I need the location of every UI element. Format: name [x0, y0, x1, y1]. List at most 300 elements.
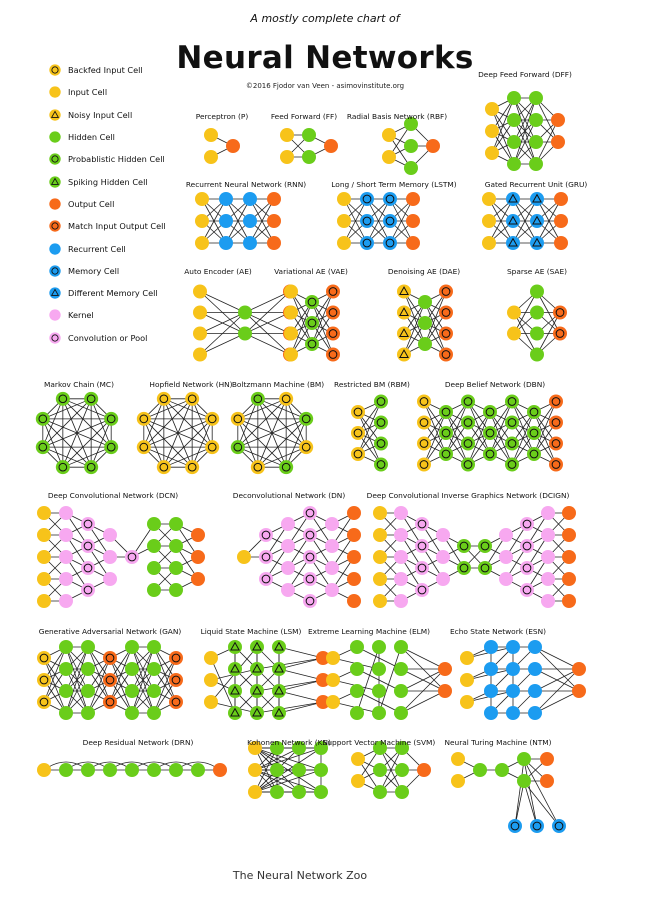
cell-PH: [36, 412, 50, 426]
cell-O: [438, 662, 452, 676]
network-label-rnn: Recurrent Neural Network (RNN): [185, 180, 307, 189]
cell-K: [436, 550, 450, 564]
cell-O: [562, 594, 576, 608]
cell-H: [147, 539, 161, 553]
cell-H: [125, 706, 139, 720]
legend-label: Different Memory Cell: [68, 288, 158, 299]
cell-I: [248, 763, 262, 777]
cell-H: [394, 706, 408, 720]
cell-MO: [553, 327, 567, 341]
cell-O: [554, 236, 568, 250]
cell-PH: [483, 405, 497, 419]
cell-H: [238, 327, 252, 341]
cell-O: [267, 236, 281, 250]
legend-label: Convolution or Pool: [68, 332, 148, 343]
cell-I: [195, 236, 209, 250]
cell-K: [499, 528, 513, 542]
cell-K: [394, 528, 408, 542]
cell-DM: [530, 214, 544, 228]
cell-PH: [439, 447, 453, 461]
cell-BI: [417, 395, 431, 409]
legend-label: Recurrent Cell: [68, 243, 126, 254]
network-label-mc: Markov Chain (MC): [44, 380, 114, 389]
cell-H: [270, 785, 284, 799]
cell-H: [125, 640, 139, 654]
cell-O: [347, 594, 361, 608]
cell-H: [372, 662, 386, 676]
network-label-dn: Deconvolutional Network (DN): [232, 491, 346, 500]
cell-PH: [305, 316, 319, 330]
cell-CP: [303, 550, 317, 564]
cell-MO: [439, 306, 453, 320]
cell-H: [394, 684, 408, 698]
cell-I: [37, 763, 51, 777]
cell-H: [530, 285, 544, 299]
cell-H: [394, 640, 408, 654]
cell-I: [195, 192, 209, 206]
cell-H: [270, 763, 284, 777]
network-label-hn: Hopfield Network (HN): [149, 380, 233, 389]
cell-O: [347, 550, 361, 564]
cell-MO: [326, 327, 340, 341]
cell-H: [530, 348, 544, 362]
cell-R: [528, 640, 542, 654]
cell-O: [191, 572, 205, 586]
cell-R: [528, 662, 542, 676]
cell-SH: [228, 662, 242, 676]
cell-R: [243, 214, 257, 228]
cell-O: [267, 214, 281, 228]
cell-I: [204, 128, 218, 142]
cell-H: [373, 785, 387, 799]
cell-CP: [415, 517, 429, 531]
cell-O: [562, 572, 576, 586]
cell-H: [473, 763, 487, 777]
cell-MO: [439, 285, 453, 299]
cell-H: [169, 763, 183, 777]
cell-R: [219, 236, 233, 250]
cell-I: [382, 150, 396, 164]
cell-I: [326, 695, 340, 709]
cell-H: [302, 128, 316, 142]
cell-SH: [272, 640, 286, 654]
cell-K: [394, 572, 408, 586]
cell-SH: [228, 640, 242, 654]
cell-I: [373, 572, 387, 586]
cell-O: [191, 550, 205, 564]
cell-PH: [305, 295, 319, 309]
cell-H: [350, 706, 364, 720]
cell-I: [204, 673, 218, 687]
cell-H: [350, 640, 364, 654]
cell-SH: [272, 706, 286, 720]
cell-O: [551, 135, 565, 149]
cell-BI: [417, 458, 431, 472]
network-label-drn: Deep Residual Network (DRN): [82, 738, 194, 747]
cell-MO: [326, 306, 340, 320]
legend-label: Match Input Output Cell: [68, 221, 166, 232]
cell-DM: [530, 236, 544, 250]
network-label-ae: Auto Encoder (AE): [184, 267, 252, 276]
cell-H: [81, 706, 95, 720]
cell-BI: [279, 392, 293, 406]
cell-H: [81, 640, 95, 654]
cell-I: [284, 327, 298, 341]
cell-O: [562, 506, 576, 520]
cell-K: [281, 539, 295, 553]
cell-I: [382, 128, 396, 142]
cell-I: [507, 327, 521, 341]
cell-R: [506, 706, 520, 720]
cell-MO: [439, 327, 453, 341]
cell-PH: [478, 561, 492, 575]
cell-K: [499, 572, 513, 586]
cell-K: [59, 594, 73, 608]
network-label-dbn: Deep Belief Network (DBN): [444, 380, 546, 389]
cell-R: [506, 684, 520, 698]
cell-H: [507, 157, 521, 171]
cell-H: [103, 763, 117, 777]
cell-H: [529, 135, 543, 149]
cell-PH: [483, 426, 497, 440]
cell-I: [248, 785, 262, 799]
cell-PH: [104, 412, 118, 426]
legend-label: Input Cell: [68, 87, 108, 98]
network-label-ntm: Neural Turing Machine (NTM): [444, 738, 552, 747]
cell-I: [284, 306, 298, 320]
cell-SH: [250, 684, 264, 698]
cell-BI: [299, 440, 313, 454]
cell-R: [528, 684, 542, 698]
cell-I: [482, 236, 496, 250]
cell-H: [81, 684, 95, 698]
cell-H: [147, 763, 161, 777]
cell-O: [324, 139, 338, 153]
cell-H: [350, 662, 364, 676]
cell-H: [529, 91, 543, 105]
network-label-rbf: Radial Basis Network (RBF): [346, 112, 448, 121]
cell-K: [103, 572, 117, 586]
cell-BI: [185, 392, 199, 406]
cell-R: [528, 706, 542, 720]
cell-I: [460, 651, 474, 665]
cell-H: [418, 337, 432, 351]
cell-I: [485, 102, 499, 116]
cell-CP: [259, 550, 273, 564]
legend-label: Noisy Input Cell: [68, 109, 133, 120]
cell-H: [59, 640, 73, 654]
cell-PH: [374, 437, 388, 451]
cell-PH: [251, 392, 265, 406]
network-label-vae: Variational AE (VAE): [274, 267, 348, 276]
network-label-p: Perceptron (P): [195, 112, 249, 121]
cell-H: [81, 662, 95, 676]
network-label-gru: Gated Recurrent Unit (GRU): [484, 180, 588, 189]
cell-SH: [228, 706, 242, 720]
legend-label: Spiking Hidden Cell: [68, 176, 148, 187]
cell-MO: [326, 348, 340, 362]
cell-O: [562, 550, 576, 564]
cell-H: [59, 763, 73, 777]
cell-H: [147, 662, 161, 676]
cell-I: [485, 146, 499, 160]
cell-K: [59, 572, 73, 586]
cell-H: [529, 113, 543, 127]
cell-MO: [439, 348, 453, 362]
cell-CP: [520, 517, 534, 531]
cell-PH: [483, 447, 497, 461]
cell-CP: [415, 539, 429, 553]
cell-O: [347, 506, 361, 520]
copyright-notice: ©2016 Fjodor van Veen - asimovinstitute.org: [245, 82, 405, 90]
cell-O: [213, 763, 227, 777]
cell-H: [517, 752, 531, 766]
cell-H: [147, 517, 161, 531]
cell-O: [540, 752, 554, 766]
cell-BI: [157, 392, 171, 406]
cell-K: [541, 572, 555, 586]
cell-CP: [520, 539, 534, 553]
chart-title: Neural Networks: [176, 40, 474, 76]
cell-BI: [351, 405, 365, 419]
cell-MO: [103, 695, 117, 709]
cell-MO: [549, 416, 563, 430]
cell-R: [219, 214, 233, 228]
cell-SH: [250, 706, 264, 720]
cell-R: [484, 640, 498, 654]
cell-CP: [303, 572, 317, 586]
cell-H: [418, 295, 432, 309]
cell-O: [406, 236, 420, 250]
cell-K: [59, 528, 73, 542]
cell-H: [292, 763, 306, 777]
cell-I: [193, 327, 207, 341]
cell-BI: [137, 440, 151, 454]
cell-I: [337, 192, 351, 206]
cell-H: [59, 706, 73, 720]
cell-BI: [351, 447, 365, 461]
cell-K: [436, 528, 450, 542]
legend-label: Backfed Input Cell: [68, 65, 143, 76]
cell-I: [485, 124, 499, 138]
cell-I: [193, 285, 207, 299]
cell-PH: [505, 395, 519, 409]
cell-DM: [506, 192, 520, 206]
cell-PH: [374, 416, 388, 430]
cell-K: [394, 594, 408, 608]
cell-I: [237, 550, 251, 564]
network-label-dcign: Deep Convolutional Inverse Graphics Network (DCIGN): [366, 491, 570, 500]
cell-H: [372, 640, 386, 654]
cell-SH: [250, 662, 264, 676]
network-label-rbm: Restricted BM (RBM): [334, 380, 410, 389]
cell-PH: [84, 392, 98, 406]
cell-H: [418, 316, 432, 330]
cell-H: [125, 684, 139, 698]
cell-H: [314, 785, 328, 799]
network-label-elm: Extreme Learning Machine (ELM): [307, 627, 431, 636]
cell-MO: [549, 458, 563, 472]
cell-CP: [415, 561, 429, 575]
network-label-dcn: Deep Convolutional Network (DCN): [47, 491, 179, 500]
cell-K: [499, 550, 513, 564]
cell-NI: [397, 285, 411, 299]
cell-I: [460, 695, 474, 709]
cell-PH: [457, 561, 471, 575]
cell-H: [529, 157, 543, 171]
cell-H: [372, 684, 386, 698]
cell-O: [267, 192, 281, 206]
chart-subtitle: A mostly complete chart of: [250, 12, 400, 25]
cell-NI: [397, 306, 411, 320]
cell-I: [37, 506, 51, 520]
cell-K: [325, 517, 339, 531]
cell-PH: [461, 437, 475, 451]
cell-PH: [36, 440, 50, 454]
cell-R: [484, 684, 498, 698]
cell-PH: [505, 437, 519, 451]
cell-H: [59, 662, 73, 676]
cell-I: [280, 128, 294, 142]
cell-R: [484, 706, 498, 720]
cell-R: [243, 192, 257, 206]
cell-O: [406, 192, 420, 206]
cell-H: [495, 763, 509, 777]
cell-I: [37, 594, 51, 608]
cell-K: [394, 550, 408, 564]
cell-H: [169, 583, 183, 597]
cell-CP: [520, 561, 534, 575]
cell-H: [147, 583, 161, 597]
cell-O: [426, 139, 440, 153]
cell-BI: [205, 440, 219, 454]
cell-O: [554, 214, 568, 228]
cell-H: [302, 150, 316, 164]
cell-BI: [351, 426, 365, 440]
cell-MO: [549, 395, 563, 409]
cell-K: [281, 561, 295, 575]
cell-PH: [478, 539, 492, 553]
cell-I: [193, 348, 207, 362]
legend-label: Output Cell: [68, 198, 115, 209]
cell-K: [436, 572, 450, 586]
cell-K: [103, 528, 117, 542]
cell-H: [147, 684, 161, 698]
cell-H: [147, 706, 161, 720]
cell-I: [326, 673, 340, 687]
cell-SH: [228, 684, 242, 698]
cell-PH: [527, 405, 541, 419]
cell-SH: [272, 662, 286, 676]
cell-H: [292, 785, 306, 799]
cell-O: [562, 528, 576, 542]
cell-H: [507, 91, 521, 105]
cell-R: [219, 192, 233, 206]
cell-PH: [299, 412, 313, 426]
cell-CP: [81, 583, 95, 597]
network-label-kn: Kohonen Network (KN): [247, 738, 331, 747]
cell-BI: [37, 695, 51, 709]
cell-O: [572, 662, 586, 676]
cell-M: [552, 819, 566, 833]
cell-I: [351, 774, 365, 788]
cell-CP: [125, 550, 139, 564]
cell-PH: [439, 405, 453, 419]
cell-PH: [527, 426, 541, 440]
cell-K: [59, 506, 73, 520]
cell-SH: [272, 684, 286, 698]
cell-O: [191, 528, 205, 542]
cell-O: [417, 763, 431, 777]
cell-O: [554, 192, 568, 206]
network-label-ff: Feed Forward (FF): [270, 112, 338, 121]
cell-H: [169, 539, 183, 553]
cell-H: [59, 684, 73, 698]
cell-R: [506, 640, 520, 654]
cell-CP: [259, 572, 273, 586]
legend-label: Probablistic Hidden Cell: [68, 154, 165, 165]
cell-I: [351, 752, 365, 766]
cell-MO: [553, 306, 567, 320]
cell-H: [169, 517, 183, 531]
cell-K: [325, 539, 339, 553]
cell-MO: [169, 695, 183, 709]
network-label-bm: Boltzmann Machine (BM): [231, 380, 325, 389]
cell-M: [383, 214, 397, 228]
cell-H: [372, 706, 386, 720]
network-label-esn: Echo State Network (ESN): [449, 627, 547, 636]
cell-MO: [169, 651, 183, 665]
cell-I: [337, 236, 351, 250]
cell-M: [383, 236, 397, 250]
network-label-dae: Denoising AE (DAE): [387, 267, 461, 276]
legend-label: Hidden Cell: [68, 132, 115, 143]
cell-PH: [527, 447, 541, 461]
cell-K: [541, 550, 555, 564]
cell-K: [59, 550, 73, 564]
cell-I: [37, 528, 51, 542]
cell-K: [541, 594, 555, 608]
cell-K: [325, 583, 339, 597]
network-label-dff: Deep Feed Forward (DFF): [478, 70, 572, 79]
cell-H: [314, 763, 328, 777]
cell-H: [125, 763, 139, 777]
cell-BI: [251, 460, 265, 474]
cell-PH: [56, 392, 70, 406]
cell-PH: [305, 337, 319, 351]
cell-O: [572, 684, 586, 698]
cell-H: [530, 306, 544, 320]
cell-H: [191, 763, 205, 777]
cell-DM: [506, 214, 520, 228]
cell-PH: [374, 458, 388, 472]
cell-R: [243, 236, 257, 250]
cell-MO: [169, 673, 183, 687]
cell-PH: [461, 458, 475, 472]
cell-I: [284, 285, 298, 299]
cell-I: [373, 550, 387, 564]
cell-H: [147, 640, 161, 654]
cell-K: [325, 561, 339, 575]
cell-PH: [374, 395, 388, 409]
cell-I: [37, 572, 51, 586]
cell-BI: [157, 460, 171, 474]
cell-I: [460, 673, 474, 687]
cell-PH: [505, 416, 519, 430]
cell-H: [530, 327, 544, 341]
cell-I: [326, 651, 340, 665]
cell-BI: [37, 673, 51, 687]
